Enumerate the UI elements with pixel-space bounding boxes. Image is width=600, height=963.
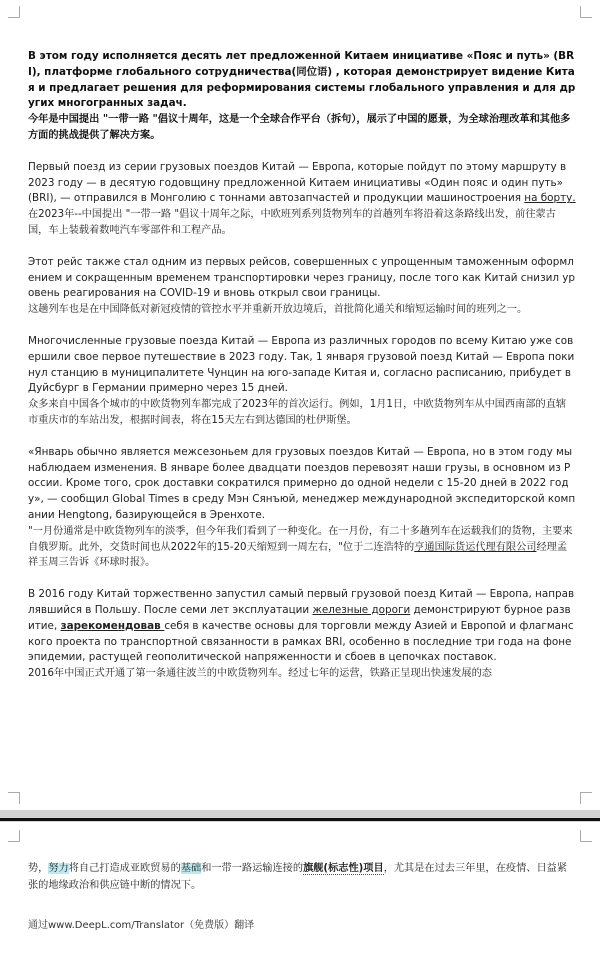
corner-crop-mark xyxy=(580,6,592,18)
paragraph-ru: Этот рейс также стал одним из первых рейсов, совершенных с упрощенным таможенным оформлением и сокращенным временем транспортировки через границу, после того как Китай снизил уровень реагирования на COVID-19 и вновь открыл свои границы. xyxy=(28,255,576,300)
corner-crop-mark xyxy=(8,792,20,804)
document-page-2 xyxy=(0,822,600,963)
paragraph-zh: 众多来自中国各个城市的中欧货物列车都完成了2023年的首次运行。例如，1月1日，中欧货物列车从中国西南部的直辖市重庆市的车站出发，根据时间表，将在15天左右到达德国的杜伊斯堡。 xyxy=(28,399,567,426)
paragraph-ru: В 2016 году Китай торжественно запустил самый первый грузовой поезд Китай — Европа, направлявшийся в Польшу. После семи лет эксплуатации железные дороги демонстрируют бурное развитие, зарекомендовав себя в качестве основы для торговли между Азией и Европой и флагманского проекта по транспортной связанности в рамках BRI, особенно в последние три года на фоне эпидемии, растущей геополитической напряженности и сбоев в цепочках поставок. xyxy=(28,588,575,664)
paragraph-ru: Первый поезд из серии грузовых поездов Китай — Европа, которые пойдут по этому маршруту в 2023 году — в десятую годовщину предложенной Китаем инициативы «Один пояс и один путь» (BRI), — отправился в Монголию с тоннами автозапчастей и продукции машиностроения на борту. xyxy=(28,160,576,205)
corner-crop-mark xyxy=(8,830,20,842)
paragraph-zh: "一月份通常是中欧货物列车的淡季，但今年我们看到了一种变化。在一月份，有二十多趟列车在运载我们的货物，主要来自俄罗斯。此外，交货时间也从2022年的15-20天缩短到一周左右，"位于二连浩特的亨通国际货运代理有限公司经理孟祥玉周三告诉《环球时报》。 xyxy=(28,525,573,569)
paragraph-zh: 在2023年--中国提出 "一带一路 "倡议十周年之际，中欧班列系列货物列车的首趟列车将沿着这条路线出发，前往蒙古国，车上装载着数吨汽车零部件和工程产品。 xyxy=(28,209,556,236)
paragraph-zh: 势，努力将自己打造成亚欧贸易的基础和一带一路运输连接的旗舰(标志性)项目，尤其是在过去三年里，在疫情、日益紧张的地缘政治和供应链中断的情况下。 xyxy=(28,863,568,891)
paragraph-zh: 2016年中国正式开通了第一条通往波兰的中欧货物列车。经过七年的运营，铁路正呈现出快速发展的态 xyxy=(28,668,492,680)
corner-crop-mark xyxy=(8,6,20,18)
paragraph-ru: «Январь обычно является межсезоньем для грузовых поездов Китай — Европа, но в этом году мы наблюдаем изменения. В январе более двадцати поездов перевозят наши грузы, в основном из России. Кроме того, срок доставки сократился примерно до одной недели с 15-20 дней в 2022 году», — сообщил Global Times в среду Мэн Сянъюй, менеджер международной экспедиторской компании Hengtong, базирующейся в Эренхоте. xyxy=(28,445,576,521)
paragraph-ru: Многочисленные грузовые поезда Китай — Европа из различных городов по всему Китаю уже совершили свое первое путешествие в 2023 году. Так, 1 января грузовой поезд Китай — Европа покинул станцию в муниципалитете Чунцин на юго-западе Китая и, согласно расписанию, прибудет в Дуйсбург в Германии примерно через 15 дней. xyxy=(28,334,575,395)
highlighted-text[interactable]: 基础 xyxy=(180,863,202,874)
highlighted-text[interactable]: 努力 xyxy=(48,863,69,874)
paragraph-zh: 这趟列车也是在中国降低对新冠疫情的管控水平并重新开放边境后，首批简化通关和缩短运输时间的班列之一。 xyxy=(28,304,528,316)
translation-footer: 通过www.DeepL.com/Translator（免费版）翻译 xyxy=(28,920,255,931)
underlined-link[interactable]: на борту. xyxy=(524,192,576,205)
paragraph-zh: 今年是中国提出 "一带一路 "倡议十周年，这是一个全球合作平台（拆句），展示了中国的愿景，为全球治理改革和其他多方面的挑战提供了解决方案。 xyxy=(28,114,571,141)
underlined-bold-text[interactable]: зарекомендовав xyxy=(60,619,165,632)
corner-crop-mark xyxy=(580,830,592,842)
underlined-link[interactable]: 亨通国际货运代理有限公司 xyxy=(414,541,537,553)
underlined-link[interactable]: железные дороги xyxy=(312,603,411,616)
bold-term[interactable]: 旗舰(标志性)项目 xyxy=(303,863,384,874)
corner-crop-mark xyxy=(580,792,592,804)
document-body xyxy=(28,49,576,682)
page-separator xyxy=(0,818,600,821)
paragraph-ru: В этом году исполняется десять лет предложенной Китаем инициативе «Пояс и путь» (BRI), платформе глобального сотрудничества(同位语) , которая демонстрирует видение Китая и предлагает решения для реформирования системы глобального управления и для других многогранных задач. xyxy=(28,50,576,110)
